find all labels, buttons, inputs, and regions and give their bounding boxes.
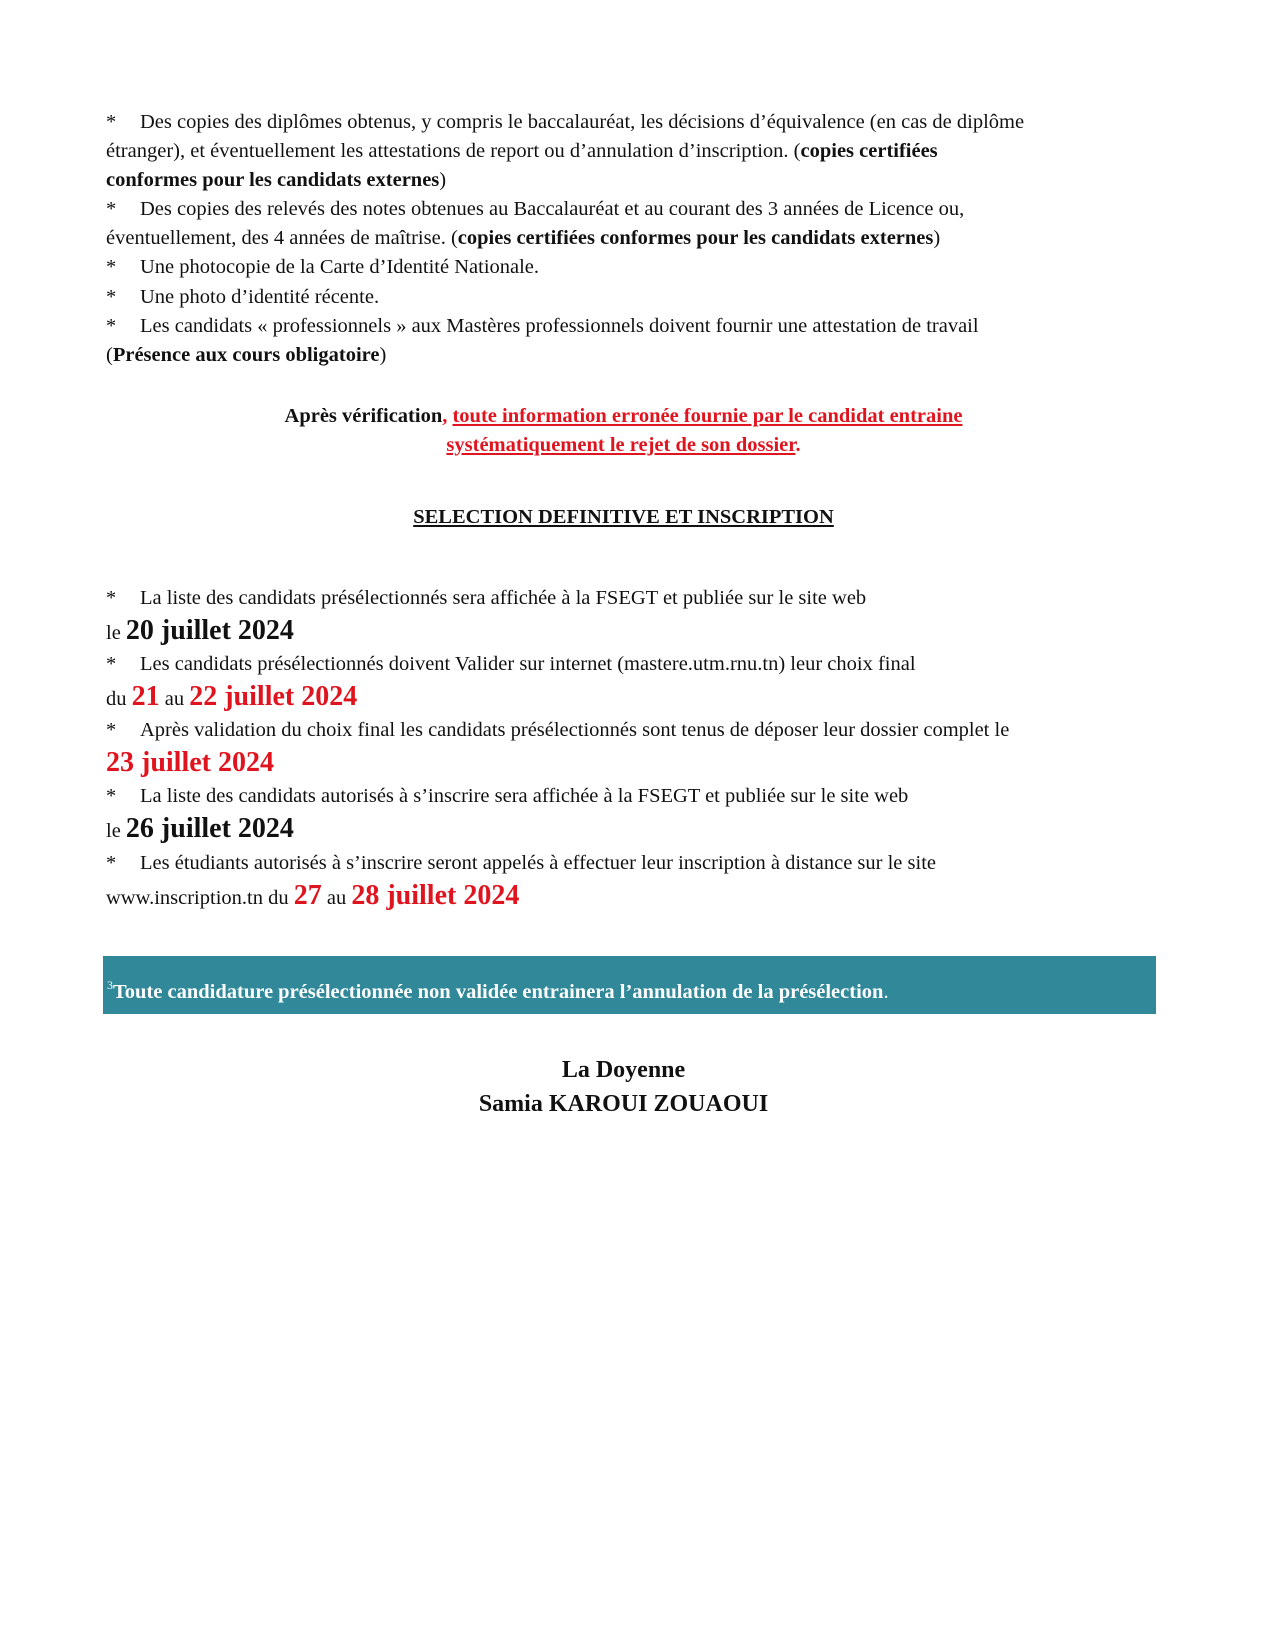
- item-bold-text: Présence aux cours obligatoire: [112, 344, 380, 366]
- signature-name: Samia KAROUI ZOUAOUI: [478, 1091, 769, 1117]
- registration-site-text: www.inscription.tn du: [106, 887, 294, 909]
- doc-item-work-certificate: [106, 312, 1141, 370]
- bullet-star: *: [106, 286, 117, 308]
- schedule-text: Les candidats présélectionnés doivent Valider sur internet (mastere.utm.rnu.tn) leur choix final: [140, 653, 916, 675]
- warning-red-text: toute information erronée fournie par le candidat entraine: [452, 405, 963, 427]
- bullet-star: *: [106, 315, 117, 337]
- item-text: ): [379, 344, 387, 366]
- bullet-star: *: [106, 256, 117, 278]
- schedule-text: La liste des candidats autorisés à s’inscrire sera affichée à la FSEGT et publiée sur le site web: [140, 785, 909, 807]
- bullet-star: *: [106, 719, 117, 741]
- schedule-date-start: 21: [131, 681, 160, 712]
- bullet-star: *: [106, 587, 117, 609]
- schedule-date-end: 22 juillet 2024: [189, 681, 358, 712]
- item-text: éventuellement, des 4 années de maîtrise. (: [106, 227, 458, 249]
- doc-item-photo: [106, 283, 1141, 312]
- item-text: Les candidats « professionnels » aux Mastères professionnels doivent fournir une attestation de travail: [140, 315, 979, 337]
- warning-lead: Après vérification: [284, 405, 443, 427]
- date-separator: au: [159, 688, 190, 710]
- schedule-item-preselection-list: [106, 584, 1141, 651]
- banner-text: Toute candidature présélectionnée non validée entrainera l’annulation de la présélection: [113, 981, 884, 1003]
- bullet-star: *: [106, 653, 117, 675]
- signature-title: La Doyenne: [561, 1057, 686, 1083]
- warning-red-text: systématiquement le rejet de son dossier: [446, 434, 796, 456]
- bullet-star: *: [106, 852, 117, 874]
- schedule-text: La liste des candidats présélectionnés sera affichée à la FSEGT et publiée sur le site web: [140, 587, 867, 609]
- doc-item-id-card: [106, 253, 1141, 282]
- schedule-text: Les étudiants autorisés à s’inscrire seront appelés à effectuer leur inscription à distance sur le site: [140, 852, 936, 874]
- date-prefix: du: [106, 688, 132, 710]
- item-text: Des copies des diplômes obtenus, y compris le baccalauréat, les décisions d’équivalence (en cas de diplôme: [140, 111, 1025, 133]
- schedule-date-end: 28 juillet 2024: [351, 880, 520, 911]
- doc-item-diplomas: [106, 108, 1141, 195]
- item-text: ): [439, 169, 447, 191]
- item-bold-text: copies certifiées: [800, 140, 938, 162]
- bullet-star: *: [106, 111, 117, 133]
- schedule-item-validation: [106, 650, 1141, 717]
- schedule-text: Après validation du choix final les candidats présélectionnés sont tenus de déposer leur dossier complet le: [140, 719, 1010, 741]
- item-text: ): [933, 227, 941, 249]
- schedule-date: 23 juillet 2024: [106, 747, 274, 778]
- item-text: étranger), et éventuellement les attestations de report ou d’annulation d’inscription. (: [106, 140, 801, 162]
- doc-item-transcripts: [106, 195, 1141, 253]
- date-separator: au: [321, 887, 352, 909]
- item-bold-text: conformes pour les candidats externes: [106, 169, 440, 191]
- item-text: Une photo d’identité récente.: [140, 286, 380, 308]
- warning-comma: ,: [442, 405, 453, 427]
- verification-warning: [106, 402, 1141, 460]
- date-prefix: le: [106, 820, 126, 842]
- item-text: Une photocopie de la Carte d’Identité Nationale.: [140, 256, 540, 278]
- item-text: (: [106, 344, 113, 366]
- banner-period: .: [883, 981, 889, 1003]
- bullet-star: *: [106, 785, 117, 807]
- schedule-date: 26 juillet 2024: [125, 813, 294, 844]
- schedule-date: 20 juillet 2024: [125, 615, 294, 646]
- schedule-item-file-deposit: [106, 716, 1141, 783]
- notice-banner: [103, 956, 1156, 1014]
- schedule-item-authorized-list: [106, 782, 1141, 849]
- bullet-star: *: [106, 198, 117, 220]
- warning-period: .: [795, 434, 801, 456]
- schedule-item-online-registration: [106, 849, 1141, 916]
- schedule-date-start: 27: [293, 880, 322, 911]
- section-title: SELECTION DEFINITIVE ET INSCRIPTION: [413, 506, 834, 528]
- item-text: Des copies des relevés des notes obtenues au Baccalauréat et au courant des 3 années de Licence ou,: [140, 198, 965, 220]
- item-bold-text: copies certifiées conformes pour les candidats externes: [457, 227, 934, 249]
- footnote-marker: 3: [107, 978, 113, 992]
- date-prefix: le: [106, 622, 126, 644]
